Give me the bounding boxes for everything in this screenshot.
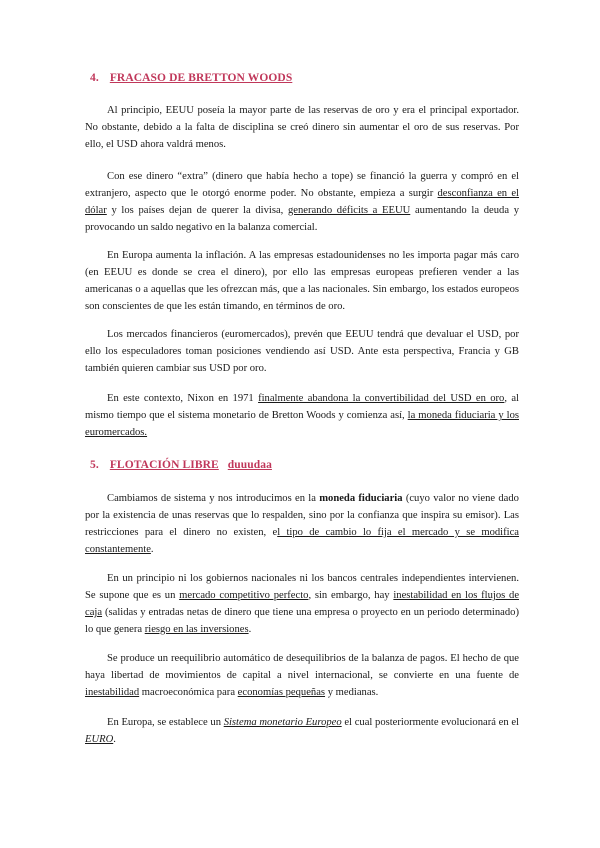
text-run: , al mismo tiempo que el sistema monetario de Bretton Woods y comienza así, <box>85 393 519 421</box>
section-4-heading <box>90 72 292 84</box>
text-run: Se produce un reequilibrio automático de desequilibrios de la balanza de pagos. El hecho de que haya libertad de movimientos de capital a nivel internacional, se convierte en una fuente de <box>85 653 519 681</box>
text-run: Cambiamos de sistema y nos introducimos en la <box>107 493 320 504</box>
text-run: (cuyo valor no viene dado por la existencia de unas reservas que lo respalden, sino por la confianza que inspira su emisor). Las restricciones para el dinero no existen, e <box>85 493 519 538</box>
underlined-text: generando déficits a EEUU <box>288 205 411 216</box>
text-run: el cual posteriormente evolucionará en el <box>341 717 519 728</box>
underlined-text: desconfianza en el dólar <box>85 188 519 216</box>
underlined-text: economías pequeñas <box>237 687 326 698</box>
section-5-heading <box>90 459 272 471</box>
section-4-paragraph-1: Al principio, EEUU poseía la mayor parte de las reservas de oro y era el principal exportador. No obstante, debido a la falta de disciplina se creó dinero sin aumentar el oro de sus reservas. Por ello, el USD ahora valdrá menos. <box>85 105 519 150</box>
underlined-text: inestabilidad <box>85 687 140 698</box>
section-5-title: FLOTACIÓN LIBRE <box>109 459 219 471</box>
text-run: . <box>113 734 116 745</box>
text-run: . <box>150 544 154 555</box>
section-4-paragraph-2 <box>85 168 519 236</box>
underlined-text: finalmente abandona la convertibilidad del USD en oro <box>258 393 505 404</box>
underlined-italic-text: EURO <box>85 734 114 745</box>
section-5-paragraph-2 <box>85 570 519 638</box>
underlined-text: la moneda fiduciaria y los euromercados. <box>85 410 519 438</box>
underlined-text: inestabilidad en los flujos de caja <box>85 590 520 618</box>
text-run: y los países dejan de querer la divisa, <box>106 205 288 216</box>
section-5-paragraph-4 <box>85 714 519 748</box>
section-5-extra-text: duuudaa <box>227 459 272 471</box>
underlined-text: riesgo en las inversiones <box>144 624 249 635</box>
underlined-italic-text: Sistema monetario Europeo <box>223 717 342 728</box>
bold-text: moneda fiduciaria <box>319 493 403 504</box>
text-run: y medianas. <box>325 687 379 698</box>
text-run: , sin embargo, hay <box>308 590 394 601</box>
text-run: (salidas y entradas netas de dinero que tiene una empresa o proyecto en un periodo determinado) lo que genera <box>85 607 519 635</box>
section-5-number: 5. <box>90 459 99 471</box>
underlined-text: mercado competitivo perfecto <box>179 590 309 601</box>
text-run: En un principio ni los gobiernos nacionales ni los bancos centrales independientes intervienen. Se supone que es un <box>85 573 519 601</box>
underlined-text: l tipo de cambio lo fija el mercado y se modifica constantemente <box>85 527 519 555</box>
text-run: Con ese dinero “extra” (dinero que había hecho a tope) se financió la guerra y compró en el extranjero, aspecto que le otorgó enorme poder. No obstante, empieza a surgir <box>85 171 519 199</box>
text-run: En Europa, se establece un <box>107 717 224 728</box>
text-run: aumentando la deuda y provocando un saldo negativo en la balanza comercial. <box>85 205 519 233</box>
section-4-paragraph-5 <box>85 390 519 441</box>
section-5-paragraph-3 <box>85 650 519 701</box>
section-4-paragraph-3: En Europa aumenta la inflación. A las empresas estadounidenses no les importa pagar más caro (en EEUU es donde se crea el dinero), por ello las empresas europeas prefieren vender a las americanas o a aquellas que les ofrezcan más, que a las nacionales. Sin embargo, los estados europeos son conscientes de que les están timando, en términos de oro. <box>85 250 519 312</box>
text-run: macroeconómica para <box>139 687 238 698</box>
section-5-paragraph-1 <box>85 490 519 558</box>
text-run: . <box>248 624 252 635</box>
section-4-paragraph-4: Los mercados financieros (euromercados), prevén que EEUU tendrá que devaluar el USD, por ello los especuladores toman posiciones vendiendo así USD. Ante esta perspectiva, Francia y GB también quieren cambiar sus USD por oro. <box>85 329 519 374</box>
section-4-title: FRACASO DE BRETTON WOODS <box>109 72 293 84</box>
text-run: En este contexto, Nixon en 1971 <box>107 393 259 404</box>
section-4-number: 4. <box>90 72 99 84</box>
